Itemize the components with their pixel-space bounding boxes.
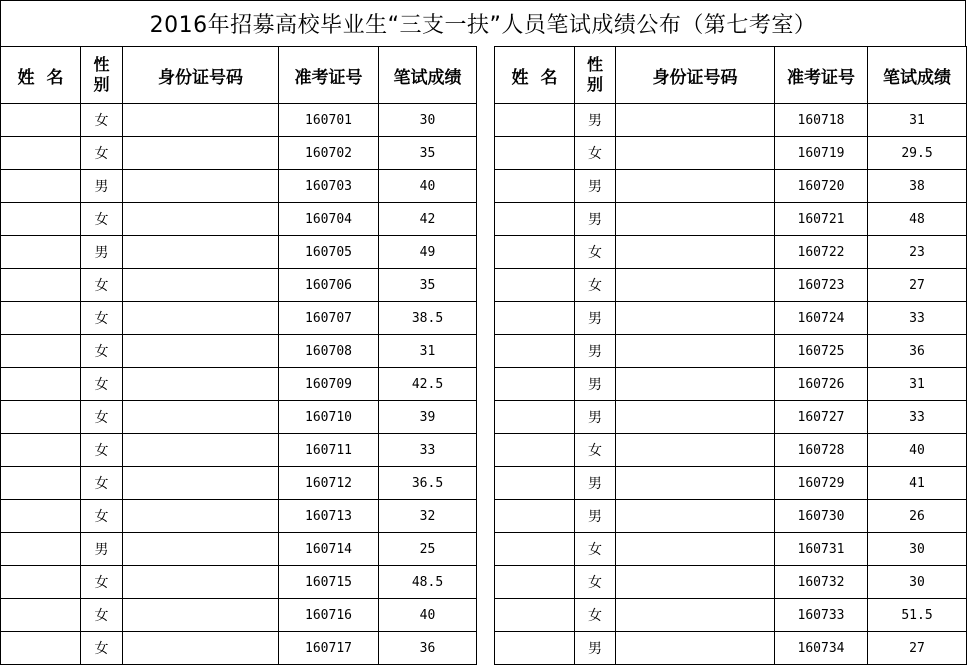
exam-no-cell: 160704 bbox=[279, 203, 379, 236]
table-row bbox=[1, 500, 967, 533]
header-sex-line1: 性 bbox=[93, 55, 110, 74]
header-id-right: 身份证号码 bbox=[616, 47, 775, 104]
exam-no-cell: 160714 bbox=[279, 533, 379, 566]
exam-no-cell: 160710 bbox=[279, 401, 379, 434]
name-cell bbox=[1, 566, 81, 599]
id-number-cell bbox=[616, 368, 775, 401]
page-title: 2016年招募高校毕业生“三支一扶”人员笔试成绩公布（第七考室） bbox=[0, 0, 966, 46]
sex-cell: 女 bbox=[81, 467, 123, 500]
exam-no-cell: 160729 bbox=[775, 467, 868, 500]
column-gap bbox=[477, 533, 495, 566]
score-cell: 29.5 bbox=[868, 137, 967, 170]
name-cell bbox=[1, 302, 81, 335]
exam-no-cell: 160720 bbox=[775, 170, 868, 203]
id-number-cell bbox=[123, 203, 279, 236]
id-number-cell bbox=[123, 401, 279, 434]
name-cell bbox=[1, 170, 81, 203]
exam-no-cell: 160707 bbox=[279, 302, 379, 335]
score-cell: 33 bbox=[379, 434, 477, 467]
header-sex-line2: 别 bbox=[586, 75, 603, 94]
table-row bbox=[1, 599, 967, 632]
id-number-cell bbox=[616, 203, 775, 236]
score-cell: 30 bbox=[868, 566, 967, 599]
sex-cell: 男 bbox=[575, 203, 616, 236]
name-cell bbox=[495, 335, 575, 368]
score-cell: 41 bbox=[868, 467, 967, 500]
column-gap bbox=[477, 434, 495, 467]
column-gap bbox=[477, 236, 495, 269]
id-number-cell bbox=[616, 632, 775, 665]
score-cell: 48 bbox=[868, 203, 967, 236]
score-cell: 30 bbox=[868, 533, 967, 566]
exam-no-cell: 160711 bbox=[279, 434, 379, 467]
sex-cell: 男 bbox=[575, 467, 616, 500]
name-cell bbox=[1, 434, 81, 467]
table-row bbox=[1, 269, 967, 302]
name-cell bbox=[495, 533, 575, 566]
table-row bbox=[1, 566, 967, 599]
header-exam-no-right: 准考证号 bbox=[775, 47, 868, 104]
score-cell: 38.5 bbox=[379, 302, 477, 335]
name-cell bbox=[1, 335, 81, 368]
header-sex-line1: 性 bbox=[586, 55, 603, 74]
name-cell bbox=[1, 533, 81, 566]
table-row bbox=[1, 467, 967, 500]
column-gap bbox=[477, 368, 495, 401]
column-gap bbox=[477, 599, 495, 632]
name-cell bbox=[1, 203, 81, 236]
header-exam-no-left: 准考证号 bbox=[279, 47, 379, 104]
exam-no-cell: 160702 bbox=[279, 137, 379, 170]
id-number-cell bbox=[616, 533, 775, 566]
sex-cell: 男 bbox=[81, 236, 123, 269]
table-row bbox=[1, 170, 967, 203]
exam-no-cell: 160733 bbox=[775, 599, 868, 632]
score-cell: 33 bbox=[868, 302, 967, 335]
name-cell bbox=[495, 500, 575, 533]
name-cell bbox=[495, 368, 575, 401]
exam-no-cell: 160719 bbox=[775, 137, 868, 170]
id-number-cell bbox=[616, 104, 775, 137]
sex-cell: 男 bbox=[575, 632, 616, 665]
name-cell bbox=[495, 566, 575, 599]
sex-cell: 男 bbox=[575, 170, 616, 203]
name-cell bbox=[495, 203, 575, 236]
id-number-cell bbox=[123, 566, 279, 599]
header-score-left: 笔试成绩 bbox=[379, 47, 477, 104]
sex-cell: 女 bbox=[81, 269, 123, 302]
score-cell: 36 bbox=[379, 632, 477, 665]
score-cell: 40 bbox=[379, 599, 477, 632]
id-number-cell bbox=[123, 599, 279, 632]
sex-cell: 男 bbox=[81, 533, 123, 566]
column-gap bbox=[477, 203, 495, 236]
sex-cell: 男 bbox=[81, 170, 123, 203]
score-cell: 33 bbox=[868, 401, 967, 434]
name-cell bbox=[1, 467, 81, 500]
exam-no-cell: 160734 bbox=[775, 632, 868, 665]
exam-no-cell: 160732 bbox=[775, 566, 868, 599]
score-cell: 27 bbox=[868, 269, 967, 302]
id-number-cell bbox=[616, 467, 775, 500]
column-gap bbox=[477, 566, 495, 599]
column-gap bbox=[477, 632, 495, 665]
id-number-cell bbox=[616, 401, 775, 434]
score-cell: 32 bbox=[379, 500, 477, 533]
name-cell bbox=[1, 500, 81, 533]
id-number-cell bbox=[616, 566, 775, 599]
score-cell: 31 bbox=[379, 335, 477, 368]
column-gap bbox=[477, 47, 495, 104]
sex-cell: 女 bbox=[81, 335, 123, 368]
score-cell: 49 bbox=[379, 236, 477, 269]
score-cell: 26 bbox=[868, 500, 967, 533]
exam-no-cell: 160728 bbox=[775, 434, 868, 467]
table-row bbox=[1, 302, 967, 335]
exam-no-cell: 160731 bbox=[775, 533, 868, 566]
table-row bbox=[1, 434, 967, 467]
sex-cell: 男 bbox=[575, 401, 616, 434]
score-cell: 30 bbox=[379, 104, 477, 137]
column-gap bbox=[477, 500, 495, 533]
name-cell bbox=[495, 170, 575, 203]
header-name-left: 姓名 bbox=[1, 47, 81, 104]
score-cell: 39 bbox=[379, 401, 477, 434]
exam-no-cell: 160709 bbox=[279, 368, 379, 401]
table-row bbox=[1, 104, 967, 137]
exam-no-cell: 160703 bbox=[279, 170, 379, 203]
id-number-cell bbox=[123, 335, 279, 368]
sex-cell: 女 bbox=[81, 137, 123, 170]
score-cell: 31 bbox=[868, 368, 967, 401]
exam-no-cell: 160713 bbox=[279, 500, 379, 533]
exam-no-cell: 160721 bbox=[775, 203, 868, 236]
name-cell bbox=[495, 632, 575, 665]
name-cell bbox=[1, 269, 81, 302]
header-name-right: 姓名 bbox=[495, 47, 575, 104]
exam-no-cell: 160724 bbox=[775, 302, 868, 335]
id-number-cell bbox=[616, 170, 775, 203]
id-number-cell bbox=[616, 269, 775, 302]
table-row bbox=[1, 137, 967, 170]
name-cell bbox=[1, 401, 81, 434]
sex-cell: 女 bbox=[81, 434, 123, 467]
score-cell: 42.5 bbox=[379, 368, 477, 401]
score-cell: 40 bbox=[379, 170, 477, 203]
score-cell: 36 bbox=[868, 335, 967, 368]
sex-cell: 女 bbox=[575, 533, 616, 566]
header-sex-line2: 别 bbox=[93, 75, 110, 94]
sex-cell: 男 bbox=[575, 500, 616, 533]
column-gap bbox=[477, 335, 495, 368]
name-cell bbox=[1, 368, 81, 401]
exam-no-cell: 160715 bbox=[279, 566, 379, 599]
id-number-cell bbox=[123, 632, 279, 665]
id-number-cell bbox=[616, 302, 775, 335]
score-cell: 35 bbox=[379, 137, 477, 170]
table-row bbox=[1, 236, 967, 269]
name-cell bbox=[495, 236, 575, 269]
name-cell bbox=[1, 137, 81, 170]
table-row bbox=[1, 401, 967, 434]
exam-no-cell: 160718 bbox=[775, 104, 868, 137]
column-gap bbox=[477, 170, 495, 203]
score-cell: 40 bbox=[868, 434, 967, 467]
id-number-cell bbox=[123, 137, 279, 170]
score-cell: 25 bbox=[379, 533, 477, 566]
exam-no-cell: 160727 bbox=[775, 401, 868, 434]
header-row bbox=[1, 47, 967, 104]
id-number-cell bbox=[123, 368, 279, 401]
sex-cell: 男 bbox=[575, 368, 616, 401]
name-cell bbox=[1, 632, 81, 665]
column-gap bbox=[477, 302, 495, 335]
name-cell bbox=[495, 269, 575, 302]
score-cell: 36.5 bbox=[379, 467, 477, 500]
id-number-cell bbox=[123, 170, 279, 203]
sex-cell: 女 bbox=[81, 104, 123, 137]
score-cell: 27 bbox=[868, 632, 967, 665]
column-gap bbox=[477, 467, 495, 500]
id-number-cell bbox=[616, 335, 775, 368]
id-number-cell bbox=[616, 434, 775, 467]
name-cell bbox=[495, 137, 575, 170]
id-number-cell bbox=[616, 599, 775, 632]
name-cell bbox=[495, 434, 575, 467]
name-cell bbox=[1, 236, 81, 269]
sex-cell: 女 bbox=[575, 236, 616, 269]
exam-no-cell: 160701 bbox=[279, 104, 379, 137]
id-number-cell bbox=[123, 302, 279, 335]
sex-cell: 女 bbox=[81, 401, 123, 434]
name-cell bbox=[495, 104, 575, 137]
score-cell: 35 bbox=[379, 269, 477, 302]
score-cell: 48.5 bbox=[379, 566, 477, 599]
name-cell bbox=[1, 599, 81, 632]
exam-no-cell: 160712 bbox=[279, 467, 379, 500]
column-gap bbox=[477, 104, 495, 137]
sex-cell: 男 bbox=[575, 104, 616, 137]
sex-cell: 女 bbox=[575, 434, 616, 467]
name-cell bbox=[495, 599, 575, 632]
table-row bbox=[1, 632, 967, 665]
column-gap bbox=[477, 401, 495, 434]
header-sex-right bbox=[575, 47, 616, 104]
name-cell bbox=[495, 401, 575, 434]
sex-cell: 女 bbox=[81, 500, 123, 533]
header-id-left: 身份证号码 bbox=[123, 47, 279, 104]
sex-cell: 女 bbox=[575, 137, 616, 170]
table-row bbox=[1, 203, 967, 236]
id-number-cell bbox=[123, 533, 279, 566]
exam-no-cell: 160708 bbox=[279, 335, 379, 368]
exam-no-cell: 160726 bbox=[775, 368, 868, 401]
id-number-cell bbox=[123, 467, 279, 500]
sex-cell: 女 bbox=[81, 302, 123, 335]
score-cell: 51.5 bbox=[868, 599, 967, 632]
sex-cell: 女 bbox=[81, 566, 123, 599]
score-cell: 23 bbox=[868, 236, 967, 269]
id-number-cell bbox=[123, 500, 279, 533]
score-cell: 38 bbox=[868, 170, 967, 203]
exam-no-cell: 160705 bbox=[279, 236, 379, 269]
exam-no-cell: 160723 bbox=[775, 269, 868, 302]
sex-cell: 男 bbox=[575, 302, 616, 335]
id-number-cell bbox=[123, 236, 279, 269]
name-cell bbox=[495, 467, 575, 500]
exam-no-cell: 160717 bbox=[279, 632, 379, 665]
name-cell bbox=[1, 104, 81, 137]
sex-cell: 女 bbox=[81, 368, 123, 401]
sex-cell: 女 bbox=[81, 599, 123, 632]
exam-no-cell: 160722 bbox=[775, 236, 868, 269]
score-cell: 31 bbox=[868, 104, 967, 137]
sex-cell: 女 bbox=[575, 566, 616, 599]
name-cell bbox=[495, 302, 575, 335]
exam-no-cell: 160730 bbox=[775, 500, 868, 533]
id-number-cell bbox=[123, 104, 279, 137]
sex-cell: 女 bbox=[81, 203, 123, 236]
id-number-cell bbox=[123, 269, 279, 302]
id-number-cell bbox=[616, 137, 775, 170]
table-row bbox=[1, 533, 967, 566]
score-cell: 42 bbox=[379, 203, 477, 236]
sex-cell: 男 bbox=[575, 335, 616, 368]
id-number-cell bbox=[616, 236, 775, 269]
column-gap bbox=[477, 269, 495, 302]
id-number-cell bbox=[616, 500, 775, 533]
header-score-right: 笔试成绩 bbox=[868, 47, 967, 104]
sex-cell: 女 bbox=[575, 269, 616, 302]
exam-no-cell: 160716 bbox=[279, 599, 379, 632]
table-row bbox=[1, 368, 967, 401]
exam-no-cell: 160725 bbox=[775, 335, 868, 368]
sex-cell: 女 bbox=[81, 632, 123, 665]
table-row bbox=[1, 335, 967, 368]
exam-no-cell: 160706 bbox=[279, 269, 379, 302]
header-sex-left bbox=[81, 47, 123, 104]
column-gap bbox=[477, 137, 495, 170]
sex-cell: 女 bbox=[575, 599, 616, 632]
score-table bbox=[0, 46, 967, 665]
id-number-cell bbox=[123, 434, 279, 467]
